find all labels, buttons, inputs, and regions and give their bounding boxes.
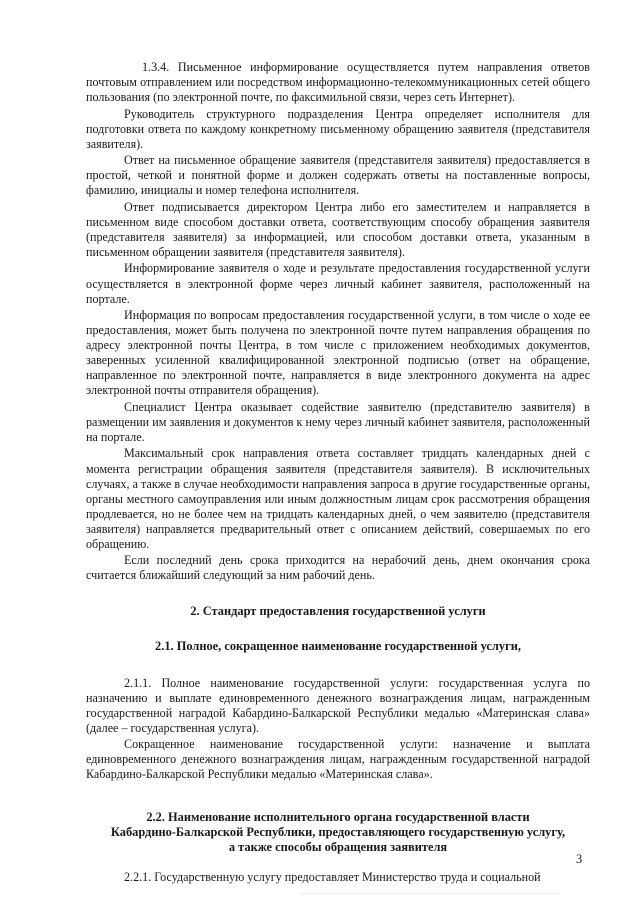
subsection-2-2-title-line: 2.2. Наименование исполнительного органа государственной власти — [146, 809, 530, 824]
paragraph-1-3-4: 1.3.4. Письменное информирование осуществляется путем направления ответов почтовым отправлением или посредством информационно-телекоммуникационных сетей общего пользования (по электронной почте, по факсимильной связи, через сеть Интернет). — [86, 60, 590, 105]
section-title: 2. Стандарт предоставления государственной услуги — [190, 603, 486, 618]
paragraph-email-information: Информация по вопросам предоставления государственной услуги, в том числе о ходе ее предоставления, может быть получена по электронной почте путем направления обращения по адресу электронной почты Центра, в том числе с приложением необходимых документов, заверенных усиленной квалифицированной электронной подписью (ответ на обращение, направленное по электронной почте, направляется в виде электронного документа на адрес электронной почты отправителя обращения). — [86, 307, 590, 398]
paragraph-max-response-time: Максимальный срок направления ответа составляет тридцать календарных дней с момента регистрации обращения заявителя (представителя заявителя). В исключительных случаях, а также в случае необходимости направления запроса в другие государственные органы, органы местного самоуправления или иным должностным лицам срок рассмотрения обращения продлевается, но не более чем на тридцать календарных дней, о чем заявителю (представителя заявителя) направляется предварительный ответ с описанием действий, совершаемых по его обращению. — [86, 446, 590, 551]
paragraph-short-name: Сокращенное наименование государственной услуги: назначение и выплата единовременного денежного вознаграждения лицам, награжденным государственной наградой Кабардино-Балкарской Республики медалью «Материнская слава». — [86, 737, 590, 782]
scan-artifact-line — [300, 893, 560, 894]
paragraph-answer-form: Ответ на письменное обращение заявителя (представителя заявителя) предоставляется в простой, четкой и понятной форме и должен содержать ответы на поставленные вопросы, фамилию, инициалы и номер телефона исполнителя. — [86, 153, 590, 198]
paragraph-deadline-holiday: Если последний день срока приходится на нерабочий день, днем окончания срока считается ближайший следующий за ним рабочий день. — [86, 553, 590, 583]
subsection-2-2-title — [86, 810, 590, 855]
page-content — [86, 60, 590, 886]
paragraph-answer-signing: Ответ подписывается директором Центра либо его заместителем и направляется в письменном виде способом доставки ответа, соответствующим способу обращения заявителя (представителя заявителя) за информацией, или способом доставки ответа, указанным в письменном обращении заявителя (представителя заявителя). — [86, 199, 590, 260]
paragraph-informing-progress: Информирование заявителя о ходе и результате предоставления государственной услуги осуществляется в электронной форме через личный кабинет заявителя, расположенный на портале. — [86, 261, 590, 306]
paragraph-executor: Руководитель структурного подразделения Центра определяет исполнителя для подготовки ответа по каждому конкретному письменному обращению заявителя (представителя заявителя). — [86, 106, 590, 151]
subsection-2-1-title: 2.1. Полное, сокращенное наименование государственной услуги, — [155, 638, 521, 653]
page-number: 3 — [576, 852, 583, 866]
paragraph-specialist-assistance: Специалист Центра оказывает содействие заявителю (представителю заявителя) в размещении им заявления и документов к нему через личный кабинет заявителя, расположенный на портале. — [86, 399, 590, 445]
paragraph-2-1-1: 2.1.1. Полное наименование государственной услуги: государственная услуга по назначению и выплате единовременного денежного вознаграждения лицам, награжденным государственной наградой Кабардино-Балкарской Республики медалью «Материнская слава» (далее – государственная услуга). — [86, 675, 590, 735]
subsection-2-2-title-line: а также способы обращения заявителя — [228, 839, 448, 854]
paragraph-2-2-1: 2.2.1. Государственную услугу предоставляет Министерство труда и социальной — [124, 869, 541, 884]
subsection-2-2-title-line: Кабардино-Балкарской Республики, предоставляющего государственную услугу, — [110, 824, 566, 839]
